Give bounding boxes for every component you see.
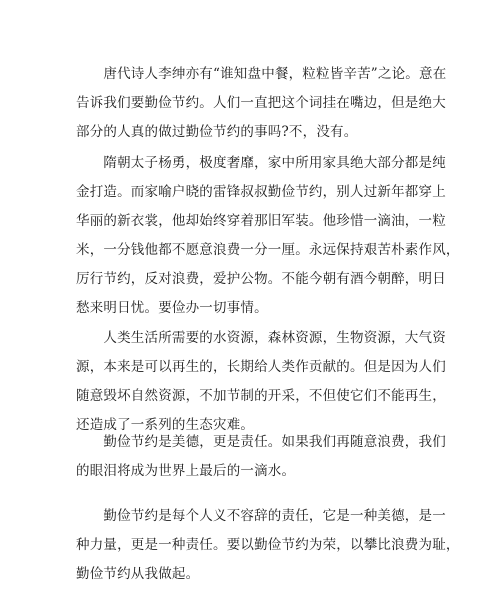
paragraph-3	[76, 324, 446, 440]
paragraph-5	[76, 502, 460, 589]
paragraph-2	[76, 149, 460, 323]
text-line: 华丽的新衣裳，他却始终穿着那旧军装。他珍惜一滴油，一粒	[76, 213, 446, 229]
paragraph-1	[76, 60, 447, 147]
text-line: 随意毁坏自然资源，不加节制的开采，不但使它们不能再生，	[76, 388, 446, 404]
text-line: 源，本来是可以再生的，长期给人类作贡献的。但是因为人们	[76, 359, 446, 375]
text-line: 人类生活所需要的水资源，森林资源，生物资源，大气资	[76, 330, 446, 346]
text-line: 还造成了一系列的生态灾难。	[76, 417, 255, 433]
text-line: 的眼泪将成为世界上最后的一滴水。	[76, 463, 296, 479]
text-line: 种力量，更是一种责任。要以勤俭节约为荣，以攀比浪费为耻，	[76, 537, 460, 553]
text-line: 勤俭节约是美德，更是责任。如果我们再随意浪费，我们	[76, 434, 446, 450]
text-line: 勤俭节约从我做起。	[76, 566, 200, 582]
text-line: 米，一分钱他都不愿意浪费一分一厘。永远保持艰苦朴素作风，	[76, 242, 460, 258]
paragraph-4	[76, 428, 446, 486]
text-line: 金打造。而家喻户晓的雷锋叔叔勤俭节约，别人过新年都穿上	[76, 184, 446, 200]
text-line: 告诉我们要勤俭节约。人们一直把这个词挂在嘴边，但是绝大	[76, 95, 446, 111]
text-line: 愁来明日忧。要俭办一切事情。	[76, 300, 268, 316]
text-line: 隋朝太子杨勇，极度奢靡，家中所用家具绝大部分都是纯	[76, 155, 446, 171]
text-line: 部分的人真的做过勤俭节约的事吗?不，没有。	[76, 124, 358, 140]
text-line: 唐代诗人李绅亦有“谁知盘中餐，粒粒皆辛苦”之论。意在	[76, 66, 447, 82]
text-line: 厉行节约，反对浪费，爱护公物。不能今朝有酒今朝醉，明日	[76, 271, 446, 287]
text-line: 勤俭节约是每个人义不容辞的责任，它是一种美德，是一	[76, 508, 446, 524]
